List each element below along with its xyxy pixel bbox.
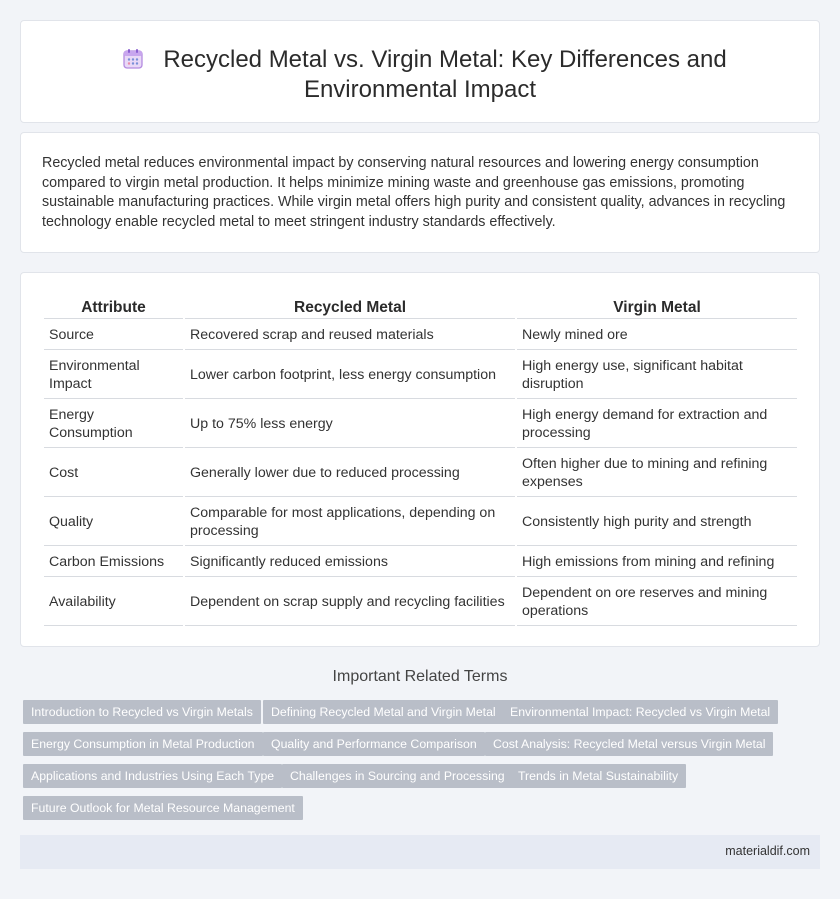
cell-attribute: Cost xyxy=(44,450,183,497)
page-title-line-2: Environmental Impact xyxy=(303,76,537,103)
related-term-chip[interactable]: Trends in Metal Sustainability xyxy=(510,764,686,788)
cell-virgin: High energy demand for extraction and processing xyxy=(517,401,797,448)
comparison-table xyxy=(42,295,799,628)
related-term-chip[interactable]: Future Outlook for Metal Resource Management xyxy=(23,796,303,820)
cell-recycled: Up to 75% less energy xyxy=(185,401,515,448)
cell-virgin: High energy use, significant habitat disruption xyxy=(517,352,797,399)
title-card xyxy=(20,20,820,123)
table-row xyxy=(44,548,797,577)
cell-recycled: Significantly reduced emissions xyxy=(185,548,515,577)
related-term-chip[interactable]: Energy Consumption in Metal Production xyxy=(23,732,263,756)
cell-virgin: Dependent on ore reserves and mining operations xyxy=(517,579,797,626)
page-title xyxy=(21,45,819,105)
related-term-chip[interactable]: Cost Analysis: Recycled Metal versus Virgin Metal xyxy=(485,732,773,756)
footer xyxy=(20,835,820,869)
intro-card xyxy=(20,132,820,253)
header-virgin-metal: Virgin Metal xyxy=(517,297,797,319)
cell-attribute: Carbon Emissions xyxy=(44,548,183,577)
table-row xyxy=(44,579,797,626)
related-term-chip[interactable]: Introduction to Recycled vs Virgin Metals xyxy=(23,700,261,724)
intro-text: Recycled metal reduces environmental impact by conserving natural resources and lowering energy consumption compared to virgin metal production. It helps minimize mining waste and greenhouse gas emissions, promoting sustainable manufacturing practices. While virgin metal offers high purity and consistent quality, advances in recycling technology enable recycled metal to meet stringent industry standards effectively. xyxy=(42,155,786,230)
cell-virgin: High emissions from mining and refining xyxy=(517,548,797,577)
table-row xyxy=(44,401,797,448)
cell-attribute: Energy Consumption xyxy=(44,401,183,448)
related-term-chip[interactable]: Applications and Industries Using Each Type xyxy=(23,764,282,788)
related-term-chip[interactable]: Environmental Impact: Recycled vs Virgin Metal xyxy=(502,700,778,724)
cell-attribute: Availability xyxy=(44,579,183,626)
page-title-line-1: Recycled Metal vs. Virgin Metal: Key Differences and xyxy=(163,46,727,73)
cell-attribute: Source xyxy=(44,321,183,350)
table-row xyxy=(44,450,797,497)
cell-virgin: Often higher due to mining and refining expenses xyxy=(517,450,797,497)
cell-recycled: Generally lower due to reduced processing xyxy=(185,450,515,497)
related-terms-title: Important Related Terms xyxy=(332,668,508,685)
header-attribute: Attribute xyxy=(44,297,183,319)
comparison-card xyxy=(20,272,820,647)
related-term-chip[interactable]: Quality and Performance Comparison xyxy=(263,732,485,756)
cell-virgin: Newly mined ore xyxy=(517,321,797,350)
footer-site[interactable]: materialdif.com xyxy=(725,844,810,858)
cell-attribute: Quality xyxy=(44,499,183,546)
related-term-chip[interactable]: Defining Recycled Metal and Virgin Metal xyxy=(263,700,504,724)
cell-recycled: Comparable for most applications, depending on processing xyxy=(185,499,515,546)
related-term-chip[interactable]: Challenges in Sourcing and Processing xyxy=(282,764,513,788)
header-recycled-metal: Recycled Metal xyxy=(185,297,515,319)
cell-recycled: Lower carbon footprint, less energy consumption xyxy=(185,352,515,399)
cell-recycled: Dependent on scrap supply and recycling facilities xyxy=(185,579,515,626)
cell-recycled: Recovered scrap and reused materials xyxy=(185,321,515,350)
cell-virgin: Consistently high purity and strength xyxy=(517,499,797,546)
cell-attribute: Environmental Impact xyxy=(44,352,183,399)
table-row xyxy=(44,499,797,546)
table-row xyxy=(44,352,797,399)
table-row xyxy=(44,321,797,350)
